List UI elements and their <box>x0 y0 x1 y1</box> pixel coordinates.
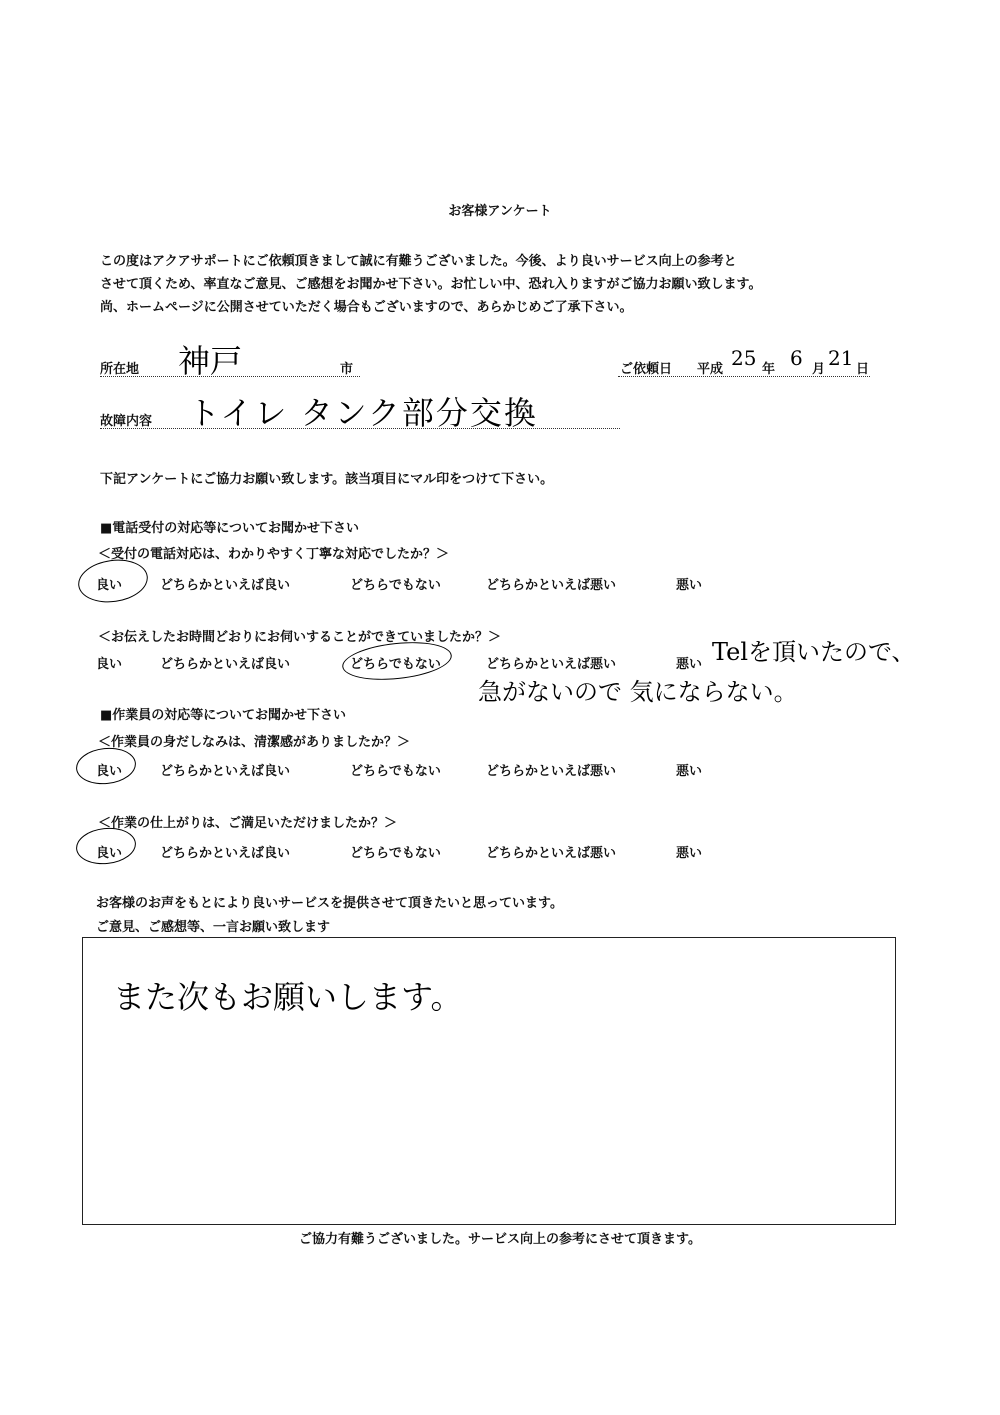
q1-option-neutral[interactable]: どちらでもない <box>350 578 441 593</box>
intro-line-2: させて頂くため、率直なご意見、ご感想をお聞かせ下さい。お忙しい中、恐れ入りますがご協力お願い致します。 <box>100 277 762 292</box>
date-underline <box>618 376 870 377</box>
issue-value[interactable]: トイレ タンク部分交換 <box>188 394 538 432</box>
survey-instruction: 下記アンケートにご協力お願い致します。該当項目にマル印をつけて下さい。 <box>100 472 554 487</box>
question-3: ＜作業員の身だしなみは、清潔感がありましたか？＞ <box>98 735 411 750</box>
q4-option-neutral[interactable]: どちらでもない <box>350 846 441 861</box>
q3-option-somewhat-good[interactable]: どちらかといえば良い <box>160 764 291 779</box>
q1-option-good[interactable]: 良い <box>96 578 123 593</box>
comment-text[interactable]: また次もお願いします。 <box>113 978 463 1016</box>
question-2: ＜お伝えしたお時間どおりにお伺いすることができていましたか？＞ <box>98 630 502 645</box>
q3-option-somewhat-bad[interactable]: どちらかといえば悪い <box>486 764 617 779</box>
question-1: ＜受付の電話対応は、わかりやすく丁寧な対応でしたか？＞ <box>98 547 450 562</box>
q2-option-somewhat-bad[interactable]: どちらかといえば悪い <box>486 657 617 672</box>
closing-line-2: ご意見、ご感想等、一言お願い致します <box>96 920 331 935</box>
day-value[interactable]: 21 <box>828 346 854 370</box>
q2-note-line-2: 急がないので 気にならない。 <box>478 678 798 706</box>
footer-thanks: ご協力有難うございました。サービス向上の参考にさせて頂きます。 <box>299 1232 701 1247</box>
q2-option-somewhat-good[interactable]: どちらかといえば良い <box>160 657 291 672</box>
issue-label: 故障内容 <box>100 414 153 429</box>
q1-selection-circle <box>75 555 150 606</box>
q2-option-bad[interactable]: 悪い <box>676 657 703 672</box>
q4-option-good[interactable]: 良い <box>96 846 123 861</box>
q4-option-somewhat-bad[interactable]: どちらかといえば悪い <box>486 846 617 861</box>
day-suffix: 日 <box>856 362 870 377</box>
location-underline <box>100 376 360 377</box>
date-label: ご依頼日 <box>620 362 673 377</box>
q3-option-neutral[interactable]: どちらでもない <box>350 764 441 779</box>
year-value[interactable]: 25 <box>731 346 757 370</box>
city-suffix: 市 <box>340 362 354 377</box>
intro-line-3: 尚、ホームページに公開させていただく場合もございますので、あらかじめご了承下さい。 <box>100 300 633 315</box>
intro-paragraph <box>100 250 900 319</box>
q1-option-bad[interactable]: 悪い <box>676 578 703 593</box>
question-4-options <box>0 842 1000 866</box>
question-4: ＜作業の仕上がりは、ご満足いただけましたか？＞ <box>98 816 398 831</box>
era-label: 平成 <box>697 362 724 377</box>
month-value[interactable]: 6 <box>790 346 803 370</box>
q4-option-bad[interactable]: 悪い <box>676 846 703 861</box>
question-1-options <box>0 574 1000 598</box>
q3-option-good[interactable]: 良い <box>96 764 123 779</box>
intro-line-1: この度はアクアサポートにご依頼頂きまして誠に有難うございました。今後、より良いサービス向上の参考と <box>100 254 737 269</box>
survey-title: お客様アンケート <box>448 204 552 219</box>
issue-underline <box>100 428 620 429</box>
q2-note-line-1: Telを頂いたので、 <box>712 638 916 666</box>
q3-option-bad[interactable]: 悪い <box>676 764 703 779</box>
q4-option-somewhat-good[interactable]: どちらかといえば良い <box>160 846 291 861</box>
q1-option-somewhat-good[interactable]: どちらかといえば良い <box>160 578 291 593</box>
question-3-options <box>0 760 1000 784</box>
q2-option-neutral[interactable]: どちらでもない <box>350 657 441 672</box>
closing-line-1: お客様のお声をもとにより良いサービスを提供させて頂きたいと思っています。 <box>96 896 563 911</box>
section-staff-heading: ■作業員の対応等についてお聞かせ下さい <box>100 708 347 723</box>
location-value[interactable]: 神戸 <box>178 342 243 380</box>
location-label: 所在地 <box>100 362 140 377</box>
comment-box[interactable] <box>82 937 896 1225</box>
q1-option-somewhat-bad[interactable]: どちらかといえば悪い <box>486 578 617 593</box>
month-suffix: 月 <box>812 362 826 377</box>
year-suffix: 年 <box>762 362 776 377</box>
section-phone-heading: ■電話受付の対応等についてお聞かせ下さい <box>100 521 360 536</box>
q2-option-good[interactable]: 良い <box>96 657 123 672</box>
